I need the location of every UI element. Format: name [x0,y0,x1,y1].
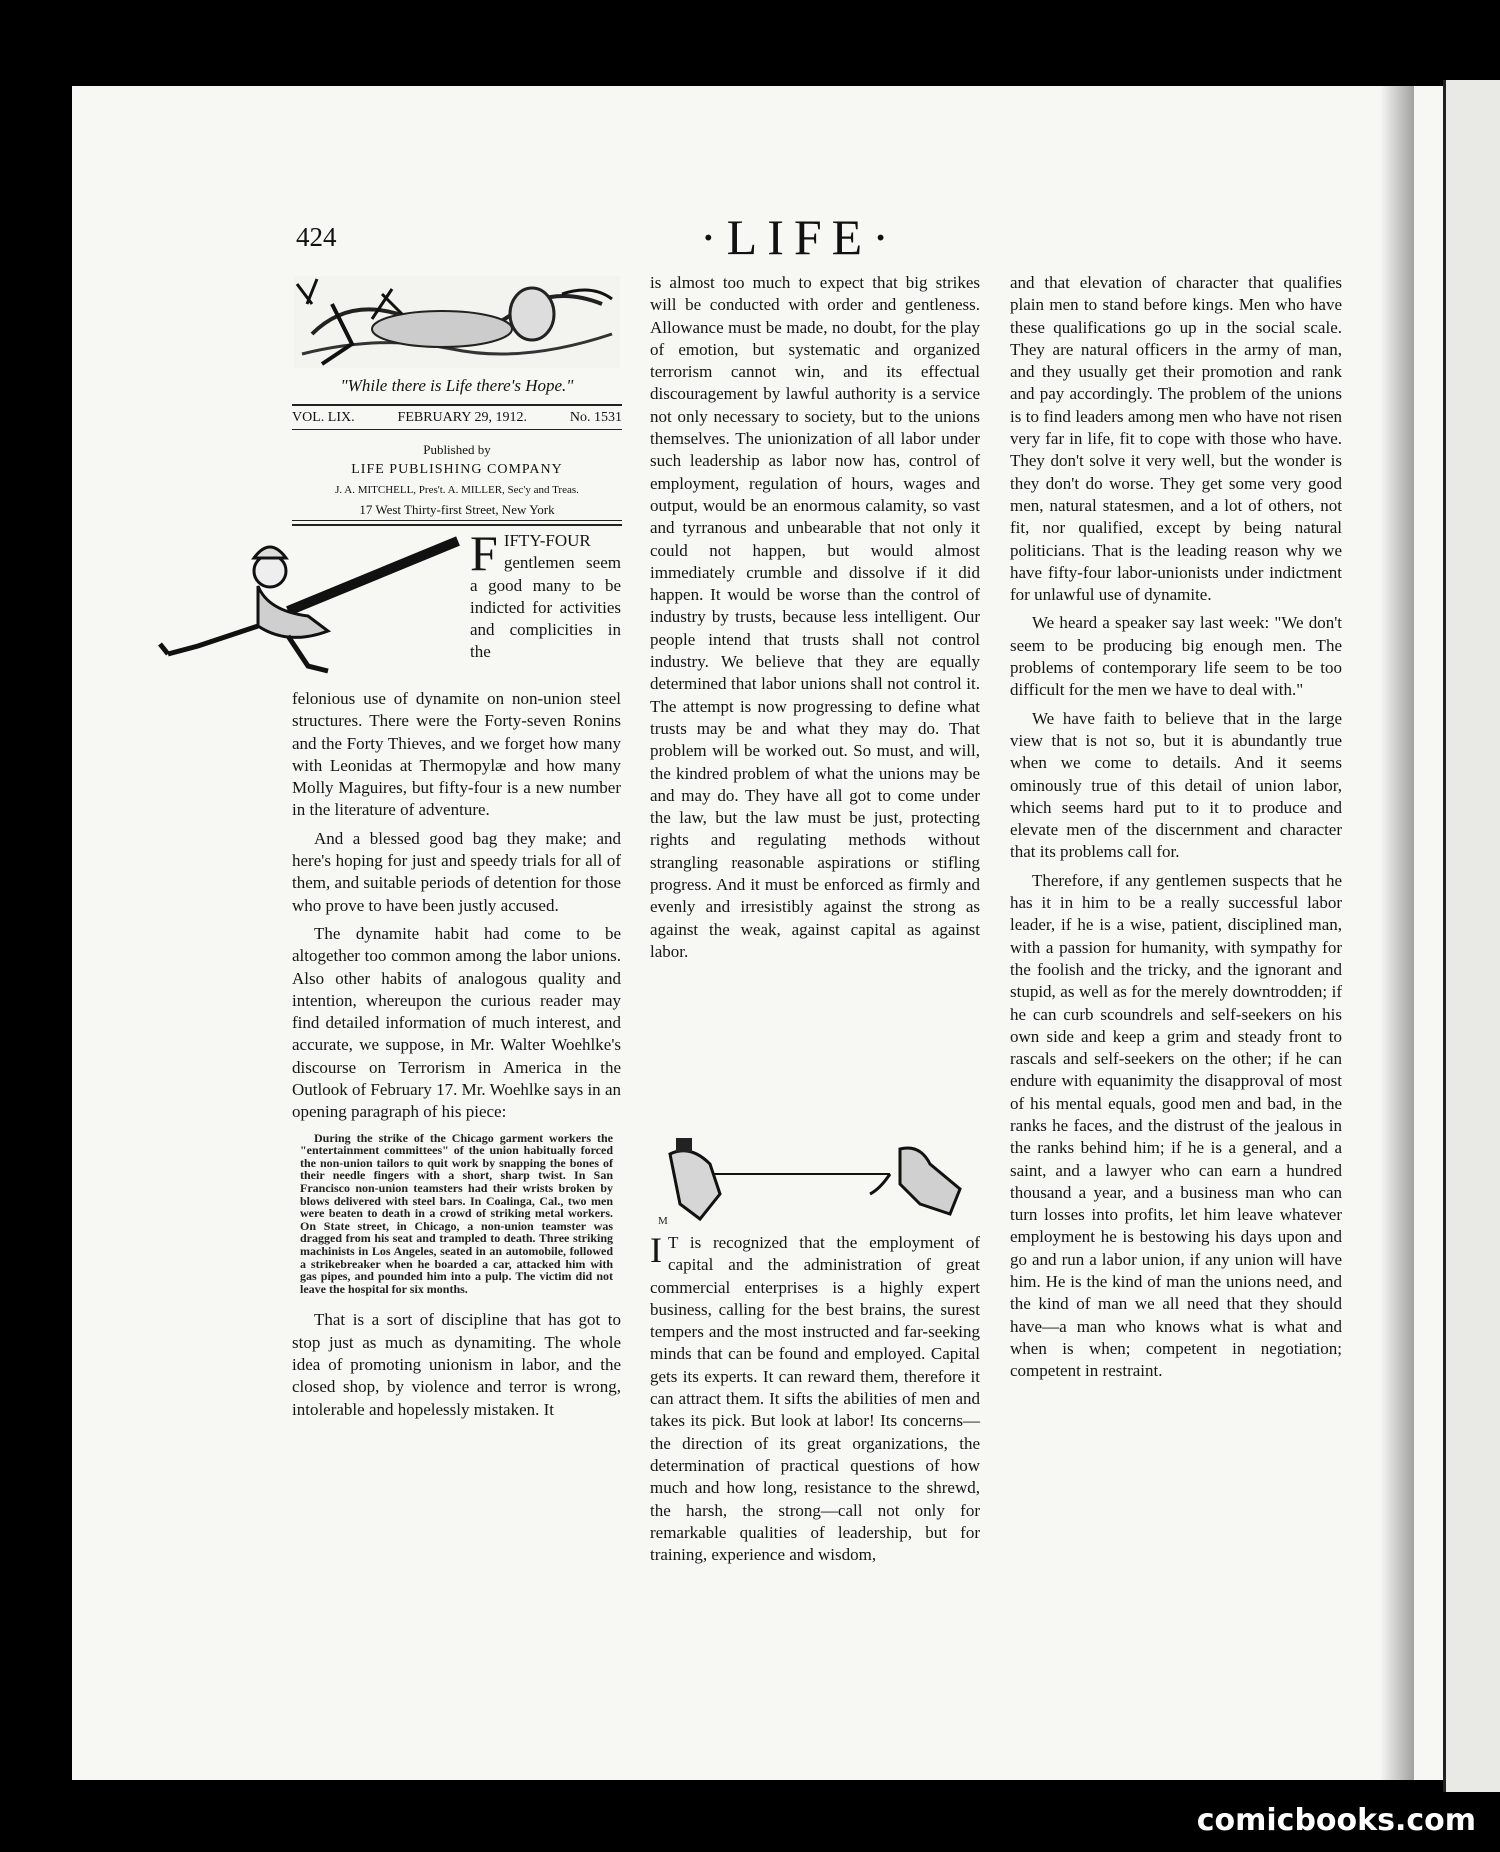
paragraph: We heard a speaker say last week: "We don't seem to be producing big enough men. The problems of contemporary life seem to be too difficult for the men we have to deal with." [1010,613,1342,700]
paragraph: and that elevation of character that qualifies plain men to stand before kings. Men who have these qualifications go up in the social scale. They are natural officers in the army of man, and they usually get their promotion and rank and pay accordingly. The problem of the unions is to find leaders among men who have not risen very far in life, fit to cope with those who have. They don't solve it very well, but the wonder is they don't do worse. They get some very good men, natural statesmen, and a lot of others, not fit, nor qualified, except by being natural politicians. That is the leading reason why we have fifty-four labor-unionists under indictment for unlawful use of dynamite. [1010,273,1342,605]
paragraph: felonious use of dynamite on non-union steel structures. There were the Forty-seven Ronins and the Forty Thieves, and we forget how many with Leonidas at Thermopylæ and how many Molly Maguires, but fifty-four is a new number in the literature of adventure. [292,689,621,820]
drop-cap: I [650,1230,662,1270]
issue-number: No. 1531 [569,410,622,425]
issue-date: FEBRUARY 29, 1912. [397,410,527,425]
publisher-company: LIFE PUBLISHING COMPANY [351,462,563,477]
column-3 [1010,272,1342,1383]
paragraph: Therefore, if any gentlemen suspects that he has it in him to be a really successful labor leader, if he is a wise, patient, disciplined man, with a passion for humanity, with sympathy for the foolish and the tricky, and the ignorant and stupid, as well as for the merely downtrodden; if he can curb scoundrels and self-seekers on his own side and keep a grim and steady front to rascals and self-seekers on the other; if he can endure with equanimity the disapproval of most of his mental equals, good men and bad, in the ranks he faces, and the distrust of the jealous in the ranks behind him; if he is a general, and a saint, and a lawyer who can earn a hundred thousand a year, and a business man who can turn losses into profits, let him leave whatever employment he is bestowing his days upon and go and run a labor union, if any union will have him. He is the kind of man the unions need, and the kind of man we all need that they should have—a man who knows what is what and when is when; competent in negotiation; competent in restraint. [1010,870,1342,1381]
publisher-address: 17 West Thirty-first Street, New York [359,502,555,517]
publisher-officers: J. A. MITCHELL, Pres't. A. MILLER, Sec'y and Treas. [335,484,579,496]
drop-cap: F [470,525,498,581]
paragraph: That is a sort of discipline that has got to stop just as much as dynamiting. The whole idea of promoting unionism in labor, and the closed shop, by violence and terror is wrong, intolerable and hopelessly mistaken. It [292,1310,621,1419]
masthead-title: ·LIFE· [700,209,899,265]
page-gutter-shadow [1380,86,1414,1780]
rule-line [292,524,622,526]
volume: VOL. LIX. [292,410,355,425]
paragraph: T is recognized that the employment of capital and the administration of great commercial enterprises is a highly expert business, calling for the best brains, the surest tempers and the most instructed and far-seeking minds that can be found and employed. Capital gets its experts. It can reward them, therefore it can attract them. It sifts the abilities of men and takes its pick. But look at labor! Its concerns—the direction of its great organizations, the determination of practical questions of how much and how long, resistance to the shrewd, the harsh, the strong—call not only for remarkable qualities of leadership, but for training, experience and wisdom, [650,1233,980,1565]
paragraph: And a blessed good bag they make; and here's hoping for just and speedy trials for all of them, and suitable periods of detention for those who prove to have been justly accused. [292,828,621,915]
facing-page-edge [1443,80,1500,1792]
column-1 [292,525,621,686]
column-2 [650,272,980,963]
published-by: Published by [423,442,491,457]
paragraph: We have faith to believe that in the large view that is not so, but it is abundantly true when we come to details. And it seems ominously true of this detail of union labor, which seems hard put to it to produce and elevate men of the discernment and character that its problems call for. [1010,708,1342,862]
life-logo-illustration [292,274,622,370]
paragraph: The dynamite habit had come to be altogether too common among the labor unions. Also other habits of analogous quality and intention, whereupon the curious reader may find detailed information of much interest, and accurate, we suppose, in Mr. Walter Woehlke's discourse on Terrorism in America in the Outlook of February 17. Mr. Woehlke says in an opening paragraph of his piece: [292,923,621,1122]
paragraph: IFTY-FOUR gentlemen seem a good many to be indicted for activities and complicities in the [470,531,621,662]
volume-line [292,404,622,430]
paragraph: is almost too much to expect that big strikes will be conducted with order and gentleness. Allowance must be made, no doubt, for the play of emotion, but systematic and organized terrorism cannot win, and its effectual discouragement by lawful authority is a service not only necessary to society, but to the unions themselves. The unionization of all labor under such leadership as labor now has, control of employment, regulation of hours, wages and output, would be an enormous calamity, so vast and tyrranous and unbearable that not only it could not happen, but would almost immediately crumble and dissolve if it did happen. It would be worse than the control of industry by trusts, because less intelligent. Our people intend that trusts shall not control industry. We believe that they are equally determined that labor unions shall not control it. The attempt is now progressing to define what trusts may be and what they may do. That problem will be worked out. So must, and will, the kindred problem of what the unions may be and may do. They have all got to come under the law, but the law must be just, protecting rights and regulating methods without strangling reasonable aspirations or stifling progress. And it must be enforced as firmly and evenly and irresistibly against the strong as against the weak, against capital as against labor. [650,273,980,961]
svg-text:M: M [658,1215,668,1226]
tug-of-war-cartoon [650,1134,980,1226]
column-2-lower [650,1232,980,1566]
watermark: comicbooks.com [1196,1803,1476,1838]
motto: "While there is Life there's Hope." [340,376,574,395]
publisher-block [292,440,622,520]
page-number: 424 [296,222,337,252]
column-1-body [292,688,621,1421]
block-quote: During the strike of the Chicago garment workers the "entertainment committees" of the union habitually forced the non-union tailors to quit work by snapping the bones of their needle fingers with a short, sharp twist. In San Francisco non-union teamsters had their wrists broken by blows delivered with steel bars. In Coalinga, Cal., two men were beaten to death in a crowd of striking metal workers. On State street, in Chicago, a non-union teamster was dragged from his seat and trampled to death. Three striking machinists in Los Angeles, seated in an automobile, followed a strikebreaker when he boarded a car, attacked him with gas pipes, and pounded him into a pulp. The victim did not leave the hospital for six months. [300,1130,613,1296]
rule-line [292,520,622,521]
